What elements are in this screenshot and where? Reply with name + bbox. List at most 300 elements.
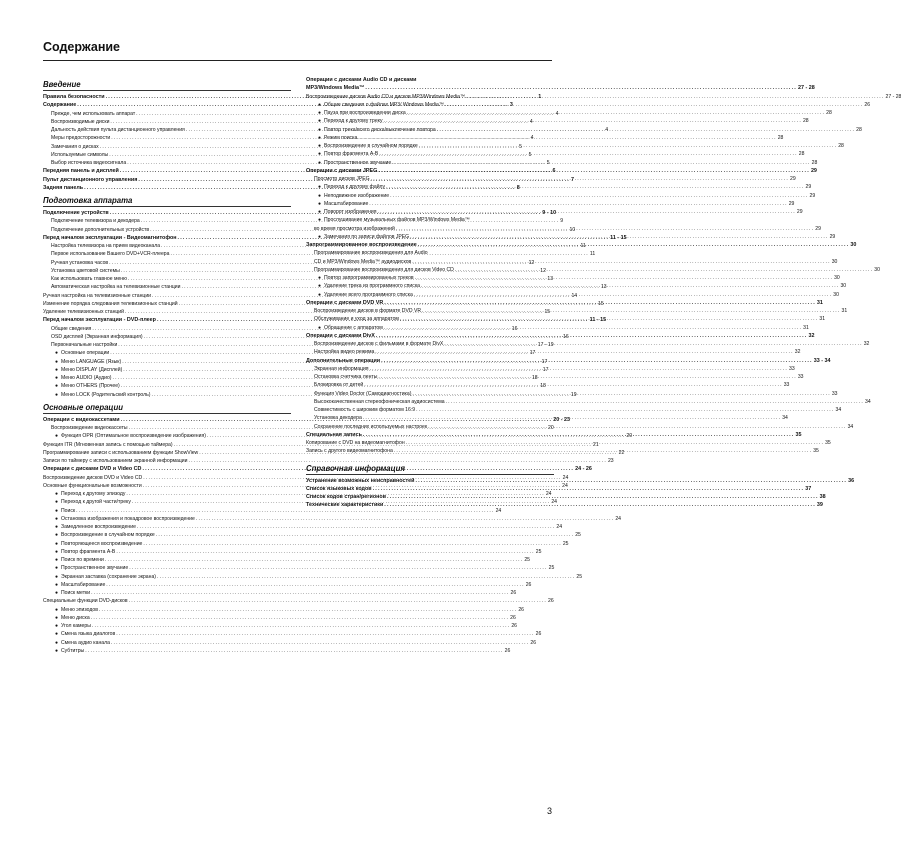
toc-entry-page: 24 - 26: [575, 466, 592, 473]
bullet-icon: ●: [55, 557, 59, 563]
toc-entry-label: [55, 523, 136, 531]
toc-entry-text: Меню LOCK (Родительский контроль): [61, 391, 151, 398]
toc-entry-page: 25: [524, 557, 531, 563]
toc-entry-text: Воспроизводимые диски: [51, 118, 110, 125]
toc-entry-text: Операции с дисками JPEG: [306, 167, 378, 174]
bullet-icon: ●: [318, 233, 322, 240]
toc-entry-label: [55, 564, 128, 572]
toc-entry-text: Воспроизведение дисков в формате DVD VR: [314, 308, 422, 314]
toc-entry-label: [318, 134, 357, 142]
toc-entry-label: [318, 274, 414, 282]
toc-entry-label: [51, 242, 160, 250]
bullet-icon: ●: [55, 623, 59, 629]
dot-leader: [91, 589, 509, 597]
toc-entry[interactable]: [43, 589, 517, 597]
toc-entry-text: Поиск по времени: [61, 557, 104, 563]
toc-entry-text: Обслуживание и уход за аппаратом: [314, 316, 399, 323]
toc-entry-text: Меню эпизодов: [61, 606, 98, 613]
toc-entry[interactable]: [43, 523, 563, 531]
dot-leader: [137, 523, 555, 531]
toc-entry-text: Меню AUDIO (Аудио): [61, 375, 112, 381]
toc-entry-text: во время просмотра изображений: [314, 225, 395, 232]
dot-leader: [376, 332, 808, 340]
toc-entry-label: [306, 477, 414, 485]
bullet-icon: ●: [55, 515, 59, 522]
toc-entry-label: [55, 647, 84, 655]
toc-entry-text: Пауза при воспроизведении диска: [324, 110, 406, 116]
toc-entry-page: 11: [589, 251, 596, 258]
toc-entry-page: 5: [519, 143, 523, 150]
toc-entry-text: Воспроизведение дисков Audio CD и дисков MP3/Windows Media™: [306, 93, 466, 100]
toc-entry-page: 29: [790, 176, 796, 182]
bullet-icon: ●: [55, 540, 59, 547]
toc-entry-label: [314, 348, 374, 356]
bullet-icon: ●: [55, 590, 59, 596]
toc-entry[interactable]: [306, 134, 784, 142]
toc-entry-page: 6: [552, 168, 556, 175]
toc-entry-text: Воспроизведение в случайном порядке: [324, 143, 418, 149]
dot-leader: [428, 423, 846, 431]
toc-entry-text: Специальные функции DVD-дисков: [43, 598, 128, 605]
toc-entry-page: 14: [571, 292, 578, 299]
toc-entry-label: [55, 540, 142, 548]
toc-entry-page: 26: [510, 614, 516, 621]
toc-entry-page: 16: [563, 333, 569, 340]
toc-entry-label: [51, 325, 91, 333]
toc-entry[interactable]: [43, 531, 581, 539]
toc-entry[interactable]: [306, 167, 817, 175]
toc-entry-page: 30: [850, 242, 857, 248]
toc-entry-label: [43, 184, 83, 192]
toc-entry-text: Сохранение последних используемых настроек: [314, 423, 428, 430]
toc-entry-page: 26: [504, 647, 511, 654]
toc-entry-text: Подключение устройств: [43, 210, 109, 216]
toc-entry-page: 24: [562, 482, 568, 489]
toc-entry[interactable]: [306, 109, 832, 117]
bullet-icon: ●: [318, 275, 322, 281]
bullet-icon: ●: [318, 192, 322, 199]
toc-entry-page: 31: [816, 299, 823, 306]
toc-entry-text: Перед началом эксплуатации - Видеомагнитофон: [43, 234, 177, 241]
toc-entry-page: 37: [805, 485, 812, 492]
toc-entry-text: Копирование с DVD на видеомагнитофон: [306, 440, 405, 446]
toc-entry-text: Ручная установка часов: [51, 259, 109, 266]
toc-entry-label: [306, 439, 405, 447]
toc-entry-text: Настройка телевизора на прием видеоканала: [51, 243, 161, 249]
bullet-icon: ●: [318, 151, 322, 158]
toc-entry[interactable]: [306, 84, 815, 92]
bullet-icon: ●: [318, 143, 322, 149]
toc-entry-page: 13: [547, 276, 554, 282]
toc-entry[interactable]: [43, 556, 531, 564]
bullet-icon: ●: [55, 631, 59, 638]
toc-entry-page: 28: [802, 118, 809, 125]
toc-entry-label: [51, 267, 120, 275]
toc-entry-label: [51, 275, 127, 283]
toc-entry-text: Содержание: [43, 102, 77, 109]
toc-entry-page: 31: [841, 308, 848, 314]
toc-entry-page: 26: [510, 590, 517, 596]
dot-leader: [418, 241, 850, 249]
toc-entry-label: [51, 341, 117, 349]
toc-entry-label: [306, 332, 375, 340]
toc-entry[interactable]: [43, 457, 614, 465]
toc-entry-label: [314, 373, 377, 381]
toc-entry-page: 20 - 23: [553, 416, 571, 423]
dot-leader: [422, 307, 840, 315]
toc-entry-page: 5: [528, 151, 532, 158]
toc-entry[interactable]: [306, 398, 871, 406]
toc-entry-label: [51, 226, 149, 234]
toc-entry[interactable]: [306, 208, 803, 216]
toc-entry-page: 29: [810, 167, 817, 174]
toc-entry-text: Поиск метки: [61, 590, 91, 596]
toc-entry[interactable]: [43, 515, 621, 523]
bullet-icon: ●: [318, 184, 322, 191]
dot-leader: [384, 299, 816, 307]
toc-entry-label: [51, 126, 185, 134]
toc-entry-label: [51, 333, 143, 341]
toc-entry-page: 1: [538, 94, 542, 100]
toc-entry-text: Специальная запись: [306, 431, 362, 438]
bullet-icon: ●: [55, 532, 59, 539]
bullet-icon: ●: [318, 291, 322, 298]
dot-leader: [111, 639, 529, 647]
toc-entry-page: 25: [548, 565, 555, 572]
toc-entry[interactable]: [43, 597, 554, 605]
toc-entry-text: Первое использование Вашего DVD+VCR-плеера: [51, 251, 170, 258]
toc-entry[interactable]: [306, 365, 795, 373]
toc-entry-page: 17: [541, 358, 548, 365]
toc-entry-label: [318, 192, 389, 200]
toc-entry-page: 20: [626, 433, 633, 440]
toc-entry-label: [314, 365, 369, 373]
toc-entry-page: 26: [511, 623, 517, 629]
toc-entry[interactable]: [306, 126, 862, 134]
toc-entry[interactable]: [43, 606, 525, 614]
toc-entry[interactable]: [306, 307, 848, 315]
toc-entry[interactable]: [306, 200, 795, 208]
toc-entry-text: Прежде, чем использовать аппарат: [51, 110, 136, 117]
toc-entry-label: [318, 142, 418, 150]
toc-entry-page: 33: [789, 365, 795, 372]
toc-entry-text: Экранная информация: [314, 365, 369, 372]
dot-leader: [445, 101, 863, 109]
toc-entry-page: 34: [835, 407, 842, 413]
dot-leader: [412, 390, 830, 398]
toc-entry-page: 34: [847, 423, 854, 430]
bullet-icon: ●: [55, 491, 59, 497]
toc-entry-text: Воспроизведение в случайном порядке: [61, 532, 155, 539]
toc-entry-label: [314, 390, 411, 398]
toc-entry-page: 34: [782, 415, 788, 422]
toc-entry-text: Переход к другому эпизоду: [61, 491, 126, 497]
toc-entry-text: Пульт дистанционного управления: [43, 176, 138, 183]
bullet-icon: ●: [318, 283, 322, 290]
toc-entry-page: 10: [569, 226, 576, 233]
toc-entry-text: Запрограммированное воспроизведение: [306, 242, 417, 248]
bullet-icon: ●: [55, 433, 59, 440]
toc-entry-text: Программирование воспроизведения для Audio: [314, 250, 428, 257]
toc-entry[interactable]: [43, 540, 569, 548]
toc-entry-label: [55, 432, 206, 440]
toc-entry[interactable]: [306, 101, 871, 109]
toc-entry-label: [43, 441, 173, 449]
toc-entry-text: Удаление телевизионных станций: [43, 309, 124, 315]
toc-entry-label: [43, 465, 141, 473]
toc-entry-page: 30: [833, 291, 839, 298]
dot-leader: [157, 573, 575, 581]
toc-entry-page: 13: [600, 284, 607, 291]
dot-leader: [373, 485, 805, 493]
toc-entry-label: [55, 639, 110, 647]
toc-entry-text: Запись с другого видеомагнитофона: [306, 448, 393, 455]
toc-entry[interactable]: [306, 183, 812, 191]
toc-entry-label: [51, 424, 128, 432]
toc-entry-label: [306, 431, 362, 439]
dot-leader: [414, 291, 832, 299]
toc-entry-text: Общие сведения о файлах MP3/ Windows Media™: [324, 101, 444, 108]
dot-leader: [415, 274, 833, 282]
toc-entry-text: Общие сведения: [51, 325, 92, 332]
toc-entry-label: [43, 300, 178, 308]
dot-leader: [106, 581, 524, 589]
toc-entry-label: [318, 183, 385, 191]
toc-entry-label: [51, 151, 108, 159]
toc-entry-label: [55, 366, 122, 374]
toc-entry-text: Воспроизведение дисков с фильмами в формате DivX: [314, 341, 444, 347]
dot-leader: [105, 556, 523, 564]
toc-entry-label: [306, 447, 393, 455]
toc-entry-text: Пространственное звучание: [61, 565, 129, 572]
toc-entry-label: [314, 175, 370, 183]
page-number: 3: [546, 806, 552, 816]
toc-entry-page: 25: [562, 540, 569, 547]
toc-entry[interactable]: [43, 639, 537, 647]
toc-entry-label: [43, 209, 109, 217]
toc-entry[interactable]: [43, 548, 542, 556]
dot-leader: [396, 225, 814, 233]
toc-entry-text: Установка цветовой системы: [51, 267, 120, 274]
toc-entry[interactable]: [43, 622, 517, 630]
toc-entry-text: Масштабирование: [61, 581, 106, 588]
toc-entry-page: 16: [511, 325, 518, 332]
toc-entry[interactable]: [306, 93, 901, 101]
toc-entry[interactable]: [306, 423, 854, 431]
toc-entry-page: 32: [794, 349, 801, 356]
dot-leader: [378, 373, 796, 381]
toc-entry-label: [306, 84, 364, 92]
page-title: Содержание: [43, 40, 121, 54]
toc-entry[interactable]: [306, 142, 844, 150]
toc-entry-text: Записи по таймеру с использованием экранной информации: [43, 458, 188, 464]
toc-entry-text: Переход к другой части/треку: [61, 499, 131, 506]
dot-leader: [371, 175, 789, 183]
toc-entry-page: 27 - 28: [798, 85, 815, 92]
toc-entry-label: [318, 126, 436, 134]
toc-entry-label: [314, 249, 428, 257]
toc-entry-text: Смена аудио канала: [61, 639, 110, 646]
toc-entry[interactable]: [306, 493, 826, 501]
toc-entry-text: Подключение дополнительных устройств: [51, 226, 150, 233]
dot-leader: [364, 381, 782, 389]
toc-entry-label: [55, 374, 112, 382]
dot-leader: [394, 447, 812, 455]
bullet-icon: ●: [318, 110, 322, 116]
toc-entry-page: 33: [797, 374, 804, 380]
toc-entry-text: Операции с дисками DVD и Video CD: [43, 466, 142, 473]
toc-entry[interactable]: [306, 150, 805, 158]
toc-entry-text: Меры предосторожности: [51, 135, 111, 142]
dot-leader: [143, 540, 561, 548]
toc-entry-text: Функция OPR (Оптимальное воспроизведение изображения): [61, 433, 206, 440]
bullet-icon: ●: [55, 647, 59, 654]
dot-leader: [406, 439, 824, 447]
toc-entry-label: [43, 316, 156, 324]
toc-entry[interactable]: [43, 630, 542, 638]
bullet-icon: ●: [55, 366, 59, 373]
dot-leader: [363, 431, 795, 439]
toc-entry-text: Меню DISPLAY (Дисплей): [61, 366, 123, 373]
dot-leader: [358, 134, 776, 142]
toc-entry[interactable]: [306, 266, 880, 274]
toc-entry-text: Замечания о дисках: [51, 143, 99, 150]
toc-entry-page: 32: [808, 332, 815, 339]
bullet-icon: ●: [55, 548, 59, 555]
bullet-icon: ●: [55, 391, 59, 398]
toc-entry-text: Смена языка диалогов: [61, 631, 116, 638]
toc-entry-label: [43, 457, 188, 465]
toc-entry[interactable]: [306, 348, 801, 356]
toc-entry-label: [306, 299, 383, 307]
toc-entry[interactable]: [43, 647, 511, 655]
dot-leader: [116, 548, 534, 556]
toc-entry-label: [306, 167, 377, 175]
toc-entry-page: 35: [825, 440, 831, 446]
toc-entry-text: Повтор запрограммированных треков: [324, 275, 414, 281]
toc-entry[interactable]: [306, 406, 842, 414]
toc-entry[interactable]: [306, 117, 809, 125]
toc-entry-label: [314, 315, 399, 323]
toc-entry-text: Список языковых кодов: [306, 485, 372, 492]
toc-entry-text: Подключение телевизора и декодера: [51, 218, 140, 225]
toc-entry-page: 28: [826, 110, 832, 116]
toc-entry[interactable]: [43, 581, 532, 589]
toc-entry[interactable]: [306, 175, 796, 183]
toc-entry-page: 9: [560, 218, 564, 225]
bullet-icon: ●: [318, 126, 322, 133]
toc-entry-text: Поиск: [61, 507, 76, 514]
toc-entry[interactable]: [306, 357, 831, 365]
toc-entry-label: [43, 234, 177, 242]
bullet-icon: ●: [55, 524, 59, 530]
toc-entry-text: Программирование записи с использованием функции ShowView: [43, 449, 199, 456]
toc-entry-label: [51, 283, 181, 291]
toc-entry[interactable]: [306, 249, 554, 257]
dot-leader: [379, 150, 797, 158]
toc-entry-text: Обращение с аппаратом: [324, 324, 383, 331]
toc-entry-label: [318, 159, 391, 167]
toc-entry-text: Настройка видео режима: [314, 349, 375, 356]
toc-entry-label: [43, 308, 124, 316]
toc-entry[interactable]: [43, 564, 555, 572]
dot-leader: [85, 647, 503, 655]
toc-entry-label: [55, 556, 104, 564]
toc-entry[interactable]: [306, 274, 840, 282]
toc-entry[interactable]: [43, 507, 502, 515]
dot-leader: [419, 142, 837, 150]
toc-entry-text: Просмотр дисков JPEG: [314, 176, 370, 182]
toc-entry-page: 24: [545, 491, 552, 497]
toc-entry[interactable]: [306, 76, 554, 84]
toc-entry-page: 24: [551, 499, 557, 506]
toc-entry-page: 23: [607, 458, 614, 464]
title-divider: [43, 60, 552, 61]
toc-entry[interactable]: [306, 324, 809, 332]
dot-leader: [392, 159, 810, 167]
bullet-icon: ●: [55, 375, 59, 381]
bullet-icon: ●: [55, 573, 59, 580]
toc-entry[interactable]: [43, 573, 583, 581]
toc-entry-text: Функция Video Doctor (Самодиагностика): [314, 390, 412, 397]
toc-entry-label: [318, 109, 406, 117]
toc-entry[interactable]: [306, 216, 554, 224]
toc-entry-text: Правила безопасности: [43, 94, 105, 100]
toc-entry-page: 28: [856, 126, 862, 133]
toc-entry-page: 17 - 19: [537, 342, 554, 348]
toc-entry-text: MP3/Windows Media™: [306, 85, 365, 92]
toc-entry-page: 4: [530, 135, 534, 142]
dot-leader: [196, 515, 614, 523]
toc-entry-text: Остановка счетчика ленты: [314, 374, 378, 380]
toc-entry-label: [318, 216, 470, 224]
toc-entry-text: Меню LANGUAGE (Язык): [61, 358, 122, 365]
section-heading: Справочная информация: [306, 464, 554, 475]
bullet-icon: ●: [318, 209, 322, 215]
toc-entry[interactable]: [306, 192, 816, 200]
toc-entry-label: [314, 266, 454, 274]
toc-entry-label: [55, 515, 195, 523]
toc-entry-text: Программирование воспроизведения для дисков Video CD: [314, 266, 454, 273]
dot-leader: [99, 606, 517, 614]
toc-entry-text: Используемые символы: [51, 151, 109, 158]
toc-entry-page: 35: [795, 431, 802, 438]
toc-entry-label: [43, 167, 119, 175]
toc-entry-page: 18: [531, 375, 538, 381]
toc-entry-text: Меню диска: [61, 614, 90, 621]
toc-entry-text: Воспроизведение видеокассеты: [51, 425, 128, 431]
toc-entry-page: 28: [777, 134, 784, 141]
toc-entry[interactable]: [43, 614, 516, 622]
toc-entry[interactable]: [306, 258, 838, 266]
toc-entry-page: 28: [811, 159, 818, 166]
toc-entry-label: [55, 573, 156, 581]
toc-entry[interactable]: [306, 373, 804, 381]
toc-entry[interactable]: [306, 340, 870, 348]
toc-entry[interactable]: [306, 381, 790, 389]
toc-entry-text: Поворот изображения: [324, 209, 377, 215]
toc-entry-page: 11 - 15: [610, 234, 627, 241]
toc-entry-page: 15: [544, 309, 551, 315]
toc-entry-label: [43, 416, 120, 424]
toc-entry[interactable]: [306, 159, 818, 167]
toc-entry-page: 34: [865, 398, 871, 405]
toc-entry-label: [314, 423, 427, 431]
toc-entry-text: Остановка изображения и покадровое воспроизведение: [61, 515, 195, 522]
toc-entry-text: Основные операции: [61, 350, 110, 357]
toc-entry-page: 29: [788, 200, 795, 207]
toc-entry-label: [55, 622, 91, 630]
